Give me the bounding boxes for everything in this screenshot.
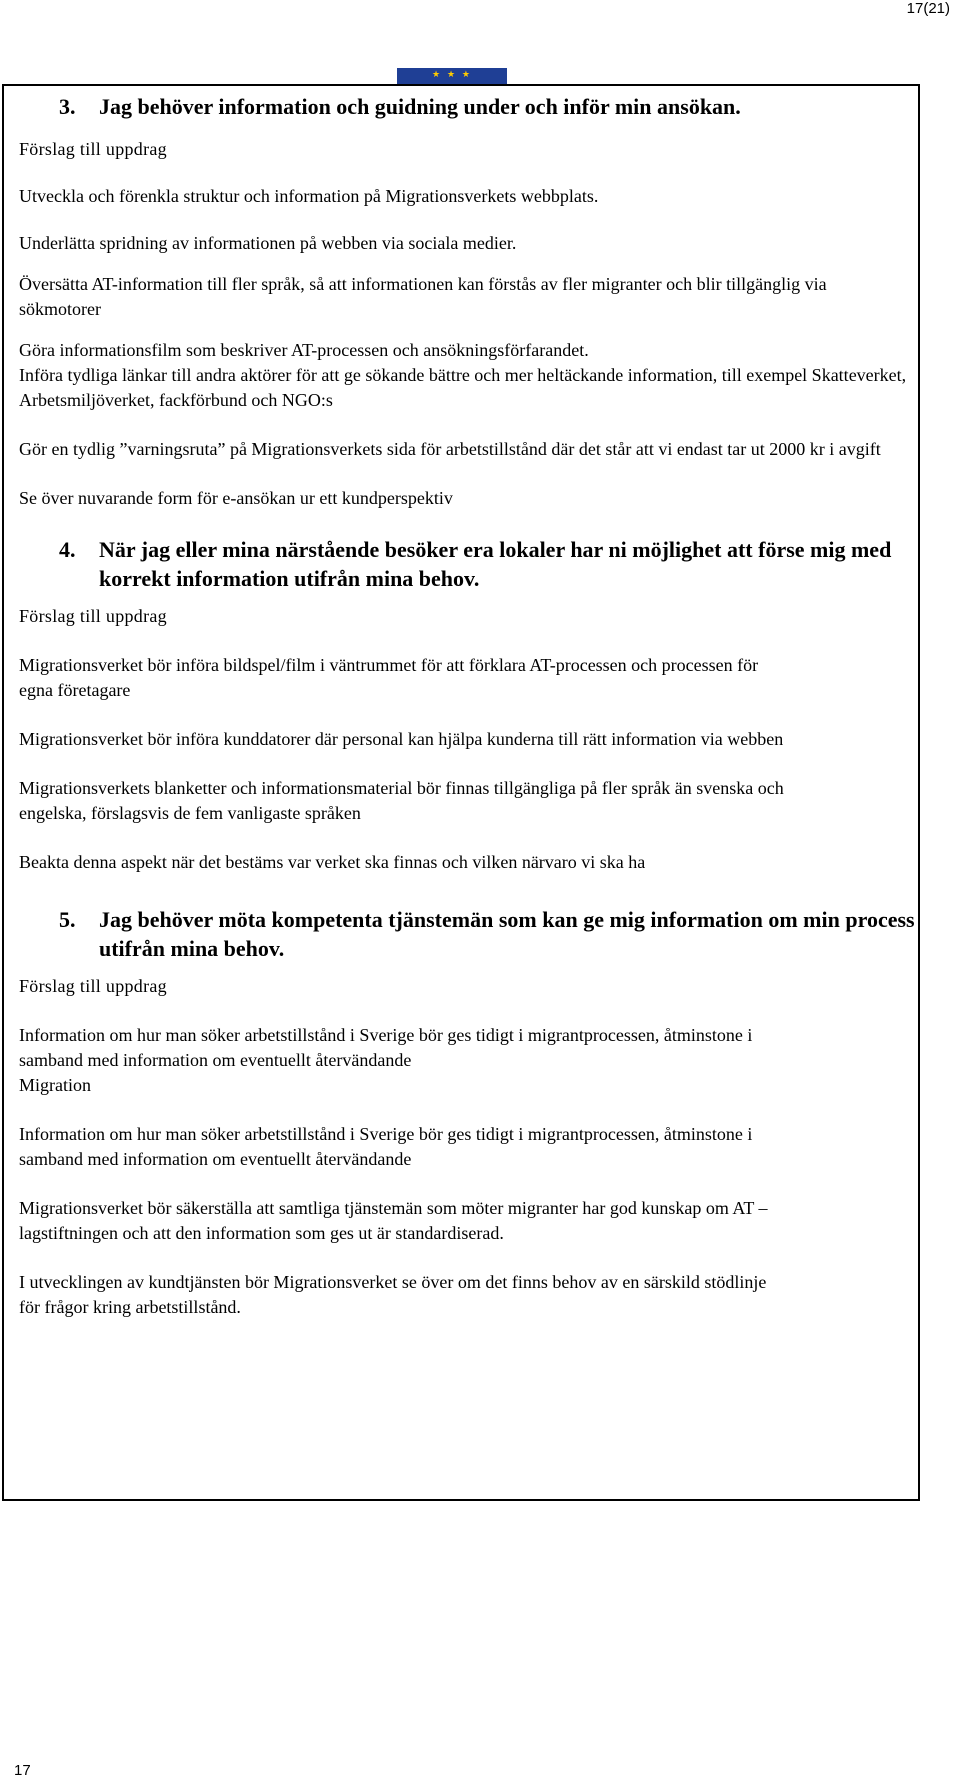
- section-5-heading: [59, 905, 959, 963]
- paragraph: Information om hur man söker arbetstillstånd i Sverige bör ges tidigt i migrantprocessen, åtminstone i samband med information om eventuellt återvändande: [19, 1025, 753, 1070]
- section-title: Jag behöver information och guidning under och inför min ansökan.: [99, 94, 741, 119]
- paragraph: Underlätta spridning av informationen på webben via sociala medier.: [19, 233, 517, 253]
- proposal-label: Förslag till uppdrag: [19, 976, 167, 996]
- paragraph: Migration: [19, 1075, 91, 1095]
- paragraph: Migrationsverkets blanketter och informationsmaterial bör finnas tillgängliga på fler språk än svenska och engelska, förslagsvis de fem vanligaste språken: [19, 778, 784, 823]
- page-number: 17(21): [906, 0, 950, 17]
- document-body: [19, 92, 915, 1320]
- section-title: När jag eller mina närstående besöker era lokaler har ni möjlighet att förse mig med korrekt information utifrån mina behov.: [99, 537, 892, 591]
- section-4-heading: [59, 535, 959, 593]
- paragraph: Migrationsverket bör säkerställa att samtliga tjänstemän som möter migranter har god kunskap om AT – lagstiftningen och att den information som ges ut är standardiserad.: [19, 1198, 768, 1243]
- section-3-heading: [59, 92, 959, 121]
- paragraph: Beakta denna aspekt när det bestäms var verket ska finnas och vilken närvaro vi ska ha: [19, 852, 646, 872]
- paragraph: I utvecklingen av kundtjänsten bör Migrationsverket se över om det finns behov av en särskild stödlinje för frågor kring arbetstillstånd.: [19, 1272, 767, 1317]
- footer-page-number: 17: [14, 1762, 31, 1779]
- paragraph: Information om hur man söker arbetstillstånd i Sverige bör ges tidigt i migrantprocessen, åtminstone i samband med information om eventuellt återvändande: [19, 1124, 753, 1169]
- paragraph: Översätta AT-information till fler språk, så att informationen kan förstås av fler migranter och blir tillgänglig via sökmotorer: [19, 274, 827, 319]
- proposal-label: Förslag till uppdrag: [19, 139, 167, 159]
- paragraph: Migrationsverket bör införa bildspel/film i väntrummet för att förklara AT-processen och processen för egna företagare: [19, 655, 759, 700]
- section-title: Jag behöver möta kompetenta tjänstemän som kan ge mig information om min process utifrån mina behov.: [99, 907, 915, 961]
- eu-stars-icon: ★ ★ ★: [432, 70, 472, 80]
- paragraph: Se över nuvarande form för e-ansökan ur ett kundperspektiv: [19, 488, 453, 508]
- section-number: 3.: [59, 94, 76, 119]
- paragraph: Införa tydliga länkar till andra aktörer för att ge sökande bättre och mer heltäckande information, till exempel Skatteverket, Arbetsmiljöverket, fackförbund och NGO:s: [19, 365, 907, 410]
- proposal-label: Förslag till uppdrag: [19, 606, 167, 626]
- paragraph: Göra informationsfilm som beskriver AT-processen och ansökningsförfarandet.: [19, 340, 589, 360]
- paragraph: Gör en tydlig ”varningsruta” på Migrationsverkets sida för arbetstillstånd där det står att vi endast tar ut 2000 kr i avgift: [19, 439, 881, 459]
- section-number: 4.: [59, 537, 76, 562]
- paragraph: Utveckla och förenkla struktur och information på Migrationsverkets webbplats.: [19, 186, 599, 206]
- section-number: 5.: [59, 907, 76, 932]
- paragraph: Migrationsverket bör införa kunddatorer där personal kan hjälpa kunderna till rätt information via webben: [19, 729, 784, 749]
